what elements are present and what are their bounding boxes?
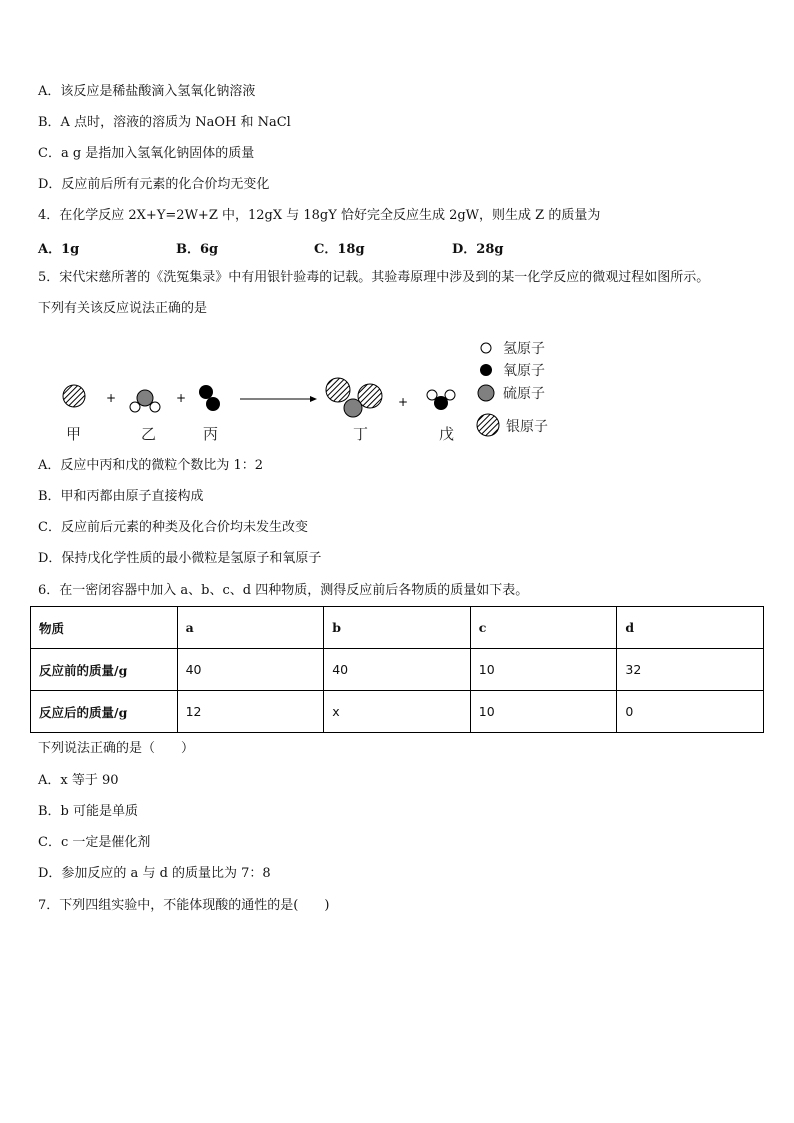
table-cell: 40: [177, 649, 324, 691]
table-header-row: [31, 607, 764, 649]
legend: [477, 341, 548, 436]
q4-option-a: A．1g: [38, 242, 80, 257]
table-row: [31, 649, 764, 691]
plus-sign-3: +: [398, 395, 409, 409]
legend-hydrogen: 氢原子: [503, 341, 545, 357]
q6-option-c: C．c 一定是催化剂: [38, 835, 151, 850]
label-ding: 丁: [353, 425, 369, 443]
reaction-arrow: [240, 396, 317, 402]
sulfur-legend-icon: [478, 385, 494, 401]
q6-option-b: B．b 可能是单质: [38, 804, 139, 819]
molecule-jia: [63, 385, 85, 407]
legend-silver: 银原子: [506, 419, 548, 435]
q6-option-a: A．x 等于 90: [38, 773, 119, 788]
q5-stem-line2: 下列有关该反应说法正确的是: [38, 301, 208, 316]
q6-stem: 6．在一密闭容器中加入 a、b、c、d 四种物质，测得反应前后各物质的质量如下表。: [38, 583, 529, 598]
table-cell: 10: [470, 649, 617, 691]
q3-option-d: D．反应前后所有元素的化合价均无变化: [38, 177, 270, 192]
table-cell: 反应前的质量/g: [31, 649, 178, 691]
table-cell: 40: [324, 649, 471, 691]
q5-option-d: D．保持戊化学性质的最小微粒是氢原子和氧原子: [38, 551, 322, 566]
q6-question: 下列说法正确的是（ ）: [38, 741, 195, 756]
q4-option-d: D．28g: [452, 242, 504, 257]
hydrogen-legend-icon: [481, 343, 491, 353]
table-cell: x: [324, 691, 471, 733]
table-row: [31, 691, 764, 733]
q3-option-a: A．该反应是稀盐酸滴入氢氧化钠溶液: [38, 84, 256, 99]
q5-option-c: C．反应前后元素的种类及化合价均未发生改变: [38, 520, 308, 535]
legend-oxygen: 氧原子: [503, 363, 545, 379]
q7-stem: 7．下列四组实验中，不能体现酸的通性的是( ): [38, 898, 330, 913]
molecule-ding: [326, 378, 382, 417]
table-cell: 32: [617, 649, 764, 691]
label-bing: 丙: [203, 425, 219, 443]
plus-sign-2: +: [176, 391, 187, 405]
legend-sulfur: 硫原子: [503, 386, 545, 402]
q5-option-a: A．反应中丙和戊的微粒个数比为 1：2: [38, 458, 264, 473]
table-header-cell: d: [617, 607, 764, 649]
table-cell: 10: [470, 691, 617, 733]
table-header-cell: c: [470, 607, 617, 649]
q4-option-c: C．18g: [314, 242, 365, 257]
molecule-wu: [427, 390, 455, 410]
plus-sign-1: +: [106, 391, 117, 405]
q3-option-c: C．a g 是指加入氢氧化钠固体的质量: [38, 146, 255, 161]
label-wu: 戊: [439, 425, 455, 443]
table-header-cell: a: [177, 607, 324, 649]
q4-stem: 4．在化学反应 2X+Y=2W+Z 中，12gX 与 18gY 恰好完全反应生成 2gW，则生成 Z 的质量为: [38, 208, 601, 223]
label-yi: 乙: [141, 425, 157, 443]
q4-options: [38, 238, 638, 256]
oxygen-legend-icon: [480, 364, 492, 376]
table-header-cell: 物质: [31, 607, 178, 649]
table-cell: 12: [177, 691, 324, 733]
mass-table: [30, 606, 764, 733]
reaction-diagram: [40, 332, 600, 444]
q6-option-d: D．参加反应的 a 与 d 的质量比为 7：8: [38, 866, 271, 881]
table-cell: 反应后的质量/g: [31, 691, 178, 733]
silver-legend-icon: [477, 414, 499, 436]
q4-option-b: B．6g: [176, 242, 219, 257]
molecule-yi: [130, 390, 160, 412]
q5-stem-line1: 5．宋代宋慈所著的《洗冤集录》中有用银针验毒的记载。其验毒原理中涉及到的某一化学反应的微观过程如图所示。: [38, 270, 710, 285]
table-header-cell: b: [324, 607, 471, 649]
q3-option-b: B．A 点时，溶液的溶质为 NaOH 和 NaCl: [38, 115, 291, 130]
table-cell: 0: [617, 691, 764, 733]
molecule-bing: [199, 385, 220, 411]
label-jia: 甲: [66, 425, 82, 443]
q5-option-b: B．甲和丙都由原子直接构成: [38, 489, 204, 504]
